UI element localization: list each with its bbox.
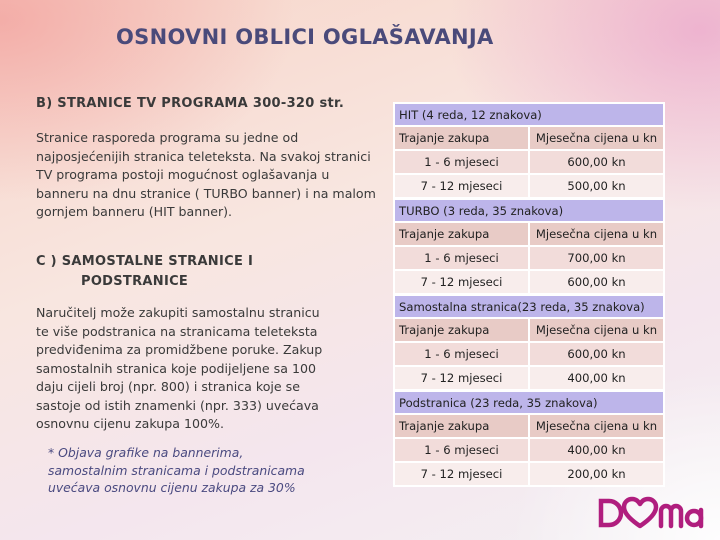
table-caption: Podstranica (23 reda, 35 znakova) (394, 391, 664, 414)
hit-price-table (393, 102, 665, 199)
heart-icon (624, 499, 656, 526)
table-header-duration: Trajanje zakupa (394, 414, 529, 438)
turbo-price-table (393, 198, 665, 295)
price-cell: 500,00 kn (529, 174, 664, 198)
table-row (394, 174, 664, 198)
table-header-price: Mjesečna cijena u kn (529, 126, 664, 150)
table-header-duration: Trajanje zakupa (394, 222, 529, 246)
price-cell: 700,00 kn (529, 246, 664, 270)
duration-cell: 7 - 12 mjeseci (394, 366, 529, 390)
duration-cell: 1 - 6 mjeseci (394, 342, 529, 366)
price-cell: 200,00 kn (529, 462, 664, 486)
table-row (394, 438, 664, 462)
price-cell: 400,00 kn (529, 438, 664, 462)
table-row (394, 270, 664, 294)
samostalna-price-table (393, 294, 665, 391)
duration-cell: 1 - 6 mjeseci (394, 150, 529, 174)
duration-cell: 7 - 12 mjeseci (394, 462, 529, 486)
price-cell: 600,00 kn (529, 150, 664, 174)
table-caption: Samostalna stranica(23 reda, 35 znakova) (394, 295, 664, 318)
price-cell: 400,00 kn (529, 366, 664, 390)
table-header-price: Mjesečna cijena u kn (529, 318, 664, 342)
duration-cell: 1 - 6 mjeseci (394, 438, 529, 462)
table-row (394, 342, 664, 366)
table-row (394, 246, 664, 270)
price-cell: 600,00 kn (529, 342, 664, 366)
table-caption: TURBO (3 reda, 35 znakova) (394, 199, 664, 222)
duration-cell: 7 - 12 mjeseci (394, 174, 529, 198)
duration-cell: 7 - 12 mjeseci (394, 270, 529, 294)
section-c-heading (36, 252, 253, 292)
table-header-duration: Trajanje zakupa (394, 126, 529, 150)
section-c-heading-line2: PODSTRANICE (81, 274, 189, 289)
table-header-duration: Trajanje zakupa (394, 318, 529, 342)
duration-cell: 1 - 6 mjeseci (394, 246, 529, 270)
section-b-text: Stranice rasporeda programa su jedne od najposjećenijih stranica teleteksta. Na svakoj stranici TV programa postoji mogućnost oglašavanja u banneru na dnu stranice ( TURBO banner) i na malom gornjem banneru (HIT banner). (36, 130, 376, 219)
doma-logo (598, 496, 706, 530)
price-cell: 600,00 kn (529, 270, 664, 294)
footnote: * Objava grafike na bannerima, samostalnim stranicama i podstranicama uvećava osnovnu cijenu zakupa za 30% (48, 445, 305, 495)
section-c-heading-line1: C ) SAMOSTALNE STRANICE I (36, 254, 254, 269)
page-title: OSNOVNI OBLICI OGLAŠAVANJA (116, 25, 494, 49)
section-b-heading: B) STRANICE TV PROGRAMA 300-320 str. (36, 96, 345, 111)
section-c-text: Naručitelj može zakupiti samostalnu stranicu te više podstranica na stranicama teleteksta predviđenima za promidžbene poruke. Zakup samostalnih stranica koje podijeljene sa 100 daju cijeli broj (npr. 800) i stranica koje se sastoje od istih znamenki (npr. 333) uvećava osnovnu cijenu zakupa 100%. (36, 305, 323, 431)
table-caption: HIT (4 reda, 12 znakova) (394, 103, 664, 126)
table-header-price: Mjesečna cijena u kn (529, 222, 664, 246)
table-row (394, 366, 664, 390)
table-row (394, 150, 664, 174)
podstranica-price-table (393, 390, 665, 487)
table-row (394, 462, 664, 486)
table-header-price: Mjesečna cijena u kn (529, 414, 664, 438)
